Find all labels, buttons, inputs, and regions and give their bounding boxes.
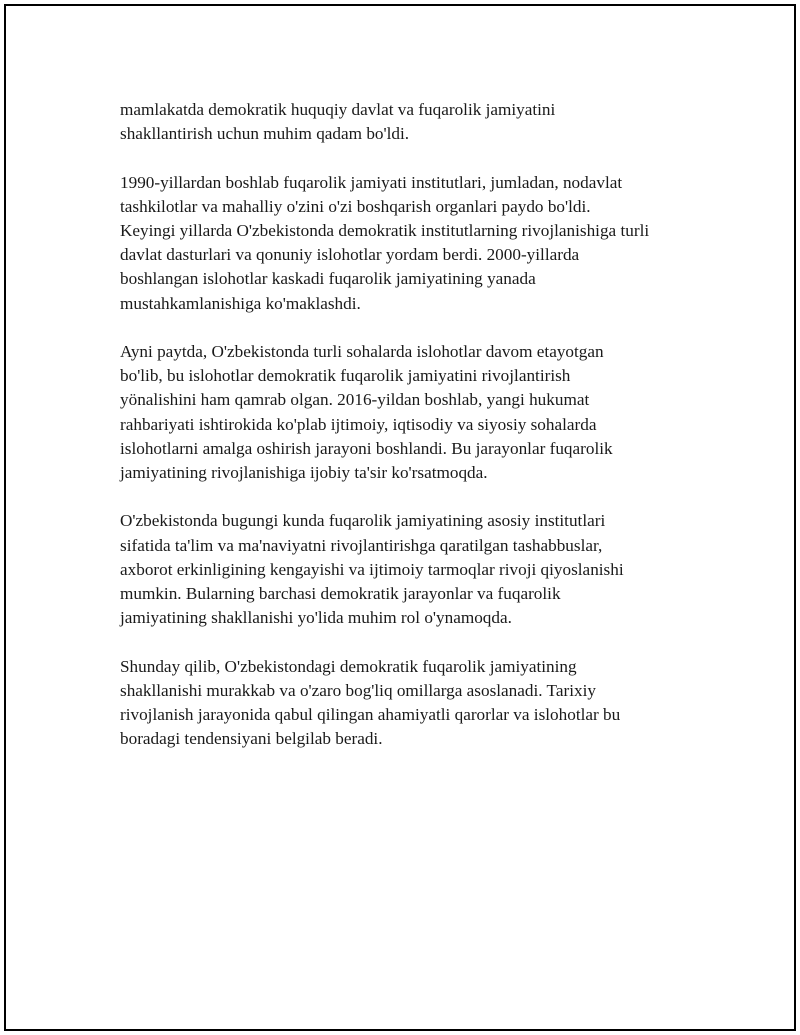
text-line: boradagi tendensiyani belgilab beradi. bbox=[120, 729, 383, 749]
text-line: Shunday qilib, O'zbekistondagi demokratik fuqarolik jamiyatining bbox=[120, 656, 577, 676]
text-line: yönalishini ham qamrab olgan. 2016-yildan boshlab, yangi hukumat bbox=[120, 390, 590, 410]
text-line: O'zbekistonda bugungi kunda fuqarolik jamiyatining asosiy institutlari bbox=[120, 511, 606, 531]
text-line: sifatida ta'lim va ma'naviyatni rivojlantirishga qaratilgan tashabbuslar, bbox=[120, 535, 603, 555]
text-line: islohotlarni amalga oshirish jarayoni boshlandi. Bu jarayonlar fuqarolik bbox=[120, 438, 613, 458]
text-line: jamiyatining shakllanishi yo'lida muhim rol o'ynamoqda. bbox=[120, 608, 512, 628]
document-body bbox=[120, 98, 700, 776]
text-line: mumkin. Bularning barchasi demokratik jarayonlar va fuqarolik bbox=[120, 584, 561, 604]
paragraph-5 bbox=[120, 655, 700, 752]
text-line: 1990-yillardan boshlab fuqarolik jamiyati institutlari, jumladan, nodavlat bbox=[120, 172, 623, 192]
text-line: jamiyatining rivojlanishiga ijobiy ta'sir ko'rsatmoqda. bbox=[120, 463, 488, 483]
text-line: rivojlanish jarayonida qabul qilingan ahamiyatli qarorlar va islohotlar bu bbox=[120, 705, 621, 725]
text-line: mustahkamlanishiga ko'maklashdi. bbox=[120, 293, 361, 313]
text-line: bo'lib, bu islohotlar demokratik fuqarolik jamiyatini rivojlantirish bbox=[120, 366, 571, 386]
text-line: shakllantirish uchun muhim qadam bo'ldi. bbox=[120, 124, 410, 144]
text-line: davlat dasturlari va qonuniy islohotlar yordam berdi. 2000-yillarda bbox=[120, 245, 580, 265]
text-line: rahbariyati ishtirokida ko'plab ijtimoiy, iqtisodiy va siyosiy sohalarda bbox=[120, 414, 597, 434]
paragraph-1 bbox=[120, 98, 700, 146]
text-line: tashkilotlar va mahalliy o'zini o'zi boshqarish organlari paydo bo'ldi. bbox=[120, 196, 591, 216]
text-line: mamlakatda demokratik huquqiy davlat va fuqarolik jamiyatini bbox=[120, 100, 556, 119]
paragraph-3 bbox=[120, 340, 700, 485]
paragraph-4 bbox=[120, 509, 700, 630]
text-line: Ayni paytda, O'zbekistonda turli sohalarda islohotlar davom etayotgan bbox=[120, 342, 604, 361]
page-frame bbox=[4, 4, 796, 1031]
text-line: boshlangan islohotlar kaskadi fuqarolik jamiyatining yanada bbox=[120, 269, 536, 289]
text-line: shakllanishi murakkab va o'zaro bog'liq omillarga asoslanadi. Tarixiy bbox=[120, 680, 596, 700]
text-line: Keyingi yillarda O'zbekistonda demokratik institutlarning rivojlanishiga turli bbox=[120, 221, 650, 240]
paragraph-2 bbox=[120, 171, 700, 316]
text-line: axborot erkinligining kengayishi va ijtimoiy tarmoqlar rivoji qiyoslanishi bbox=[120, 559, 624, 579]
